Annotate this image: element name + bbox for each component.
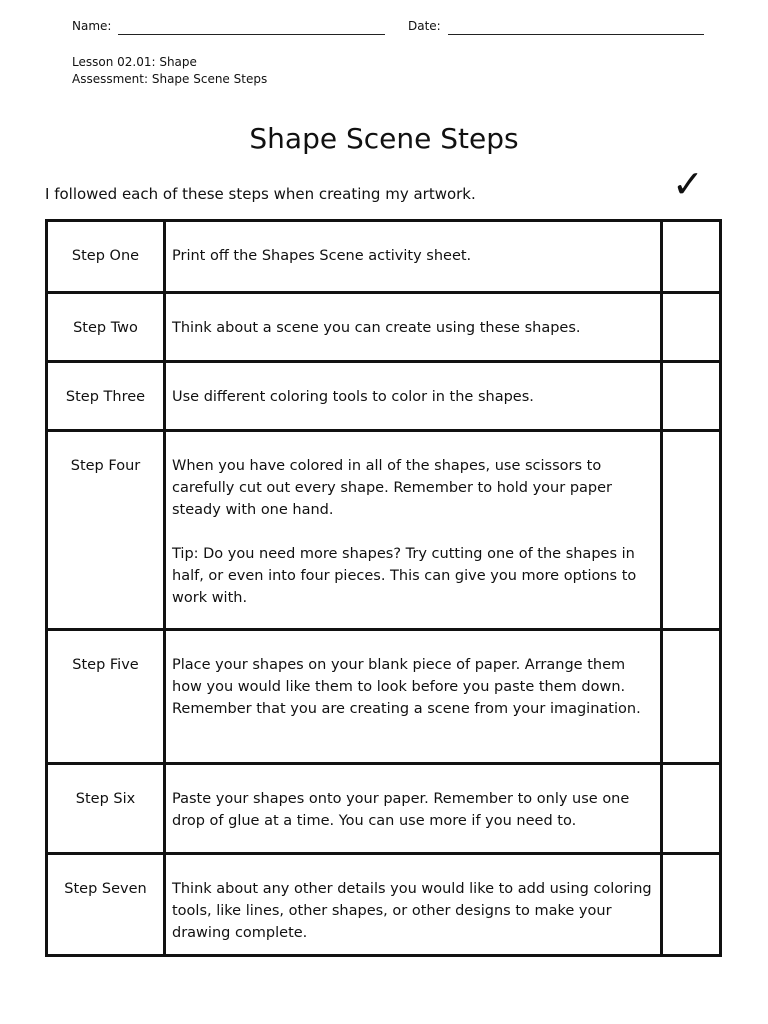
table-row [47, 854, 721, 956]
date-label: Date: [408, 19, 441, 33]
steps-table [45, 219, 722, 957]
step-label: Step Four [47, 431, 165, 630]
step-checkbox[interactable] [662, 293, 721, 362]
step-label: Step Five [47, 630, 165, 764]
step-checkbox[interactable] [662, 221, 721, 293]
step-text: Paste your shapes onto your paper. Remember to only use one drop of glue at a time. You can use more if you need to. [172, 791, 630, 829]
name-field[interactable] [118, 34, 385, 35]
checkmark-icon: ✓ [672, 162, 704, 206]
assessment-title: Assessment: Shape Scene Steps [72, 72, 268, 86]
step-label: Step Six [47, 764, 165, 854]
lesson-title: Lesson 02.01: Shape [72, 55, 197, 69]
page-title: Shape Scene Steps [249, 122, 519, 155]
step-label: Step Seven [47, 854, 165, 956]
step-description [165, 764, 662, 854]
step-tip: Tip: Do you need more shapes? Try cutting one of the shapes in half, or even into four pieces. This can give you more options to work with. [172, 546, 637, 606]
step-label: Step Two [47, 293, 165, 362]
step-text: Print off the Shapes Scene activity sheet. [172, 248, 472, 264]
lesson-info [72, 54, 267, 88]
step-text: Use different coloring tools to color in the shapes. [172, 389, 534, 405]
step-checkbox[interactable] [662, 764, 721, 854]
step-checkbox[interactable] [662, 431, 721, 630]
table-row [47, 764, 721, 854]
table-row [47, 431, 721, 630]
table-row [47, 221, 721, 293]
intro-text: I followed each of these steps when creating my artwork. [45, 185, 476, 203]
step-text: Place your shapes on your blank piece of paper. Arrange them how you would like them to look before you paste them down. Remember that you are creating a scene from your imagination. [172, 657, 641, 717]
step-description [165, 630, 662, 764]
step-text: When you have colored in all of the shapes, use scissors to carefully cut out every shape. Remember to hold your paper steady with one hand. [172, 458, 612, 518]
table-row [47, 630, 721, 764]
step-label: Step One [47, 221, 165, 293]
step-text: Think about a scene you can create using these shapes. [172, 320, 581, 336]
date-field[interactable] [448, 34, 704, 35]
step-checkbox[interactable] [662, 362, 721, 431]
step-description [165, 362, 662, 431]
table-row [47, 293, 721, 362]
step-label: Step Three [47, 362, 165, 431]
step-description [165, 431, 662, 630]
step-description [165, 293, 662, 362]
step-description [165, 221, 662, 293]
table-row [47, 362, 721, 431]
step-checkbox[interactable] [662, 854, 721, 956]
name-label: Name: [72, 19, 112, 33]
step-description [165, 854, 662, 956]
step-text: Think about any other details you would like to add using coloring tools, like lines, other shapes, or other designs to make your drawing complete. [172, 881, 652, 941]
step-checkbox[interactable] [662, 630, 721, 764]
